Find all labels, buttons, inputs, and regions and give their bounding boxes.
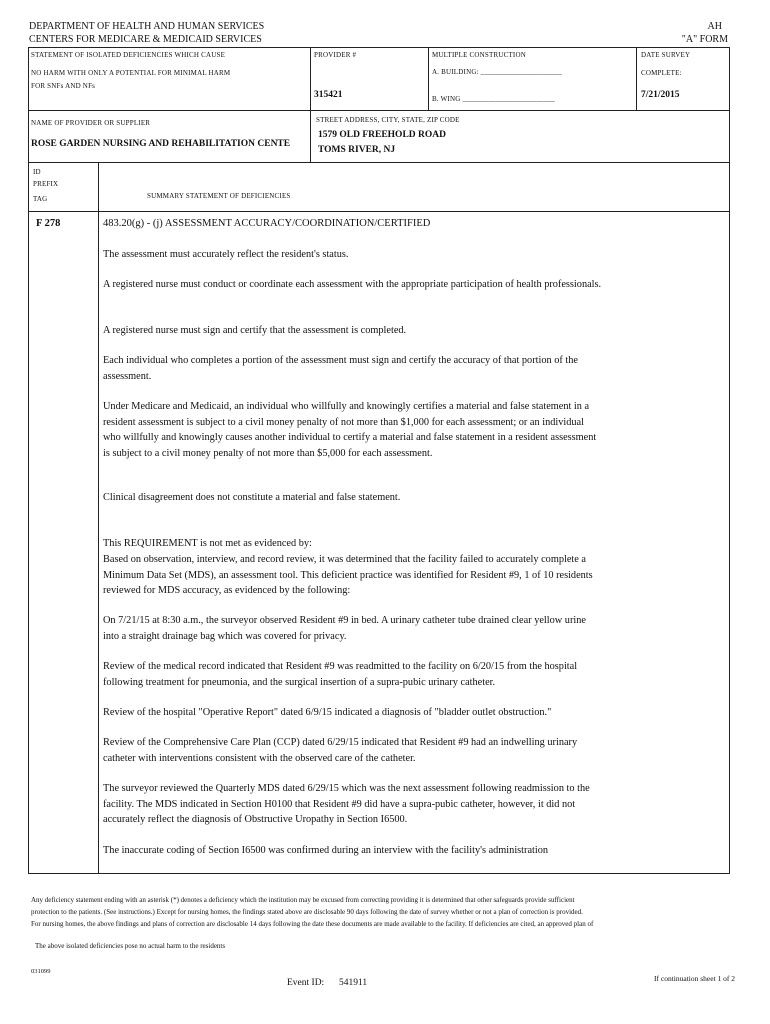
paragraph-13: The inaccurate coding of Section I6500 was confirmed during an interview with the facility's administration [103, 845, 549, 856]
provider-name-label: NAME OF PROVIDER OR SUPPLIER [31, 119, 151, 127]
deficiency-title: 483.20(g) - (j) ASSESSMENT ACCURACY/COORDINATION/CERTIFIED [103, 218, 431, 229]
id-label: ID [33, 168, 41, 176]
paragraph-7: Based on observation, interview, and record review, it was determined that the facility failed to accurately complete a Minimum Data Set (MDS), an assessment tool. This deficient practice was identified for Resident #9, 1 of 10 residents reviewed for MDS accuracy, as evidenced by the following: [103, 554, 593, 596]
street-address-label: STREET ADDRESS, CITY, STATE, ZIP CODE [316, 116, 460, 124]
summary-header-row [28, 162, 730, 212]
paragraph-10: Review of the hospital "Operative Report" dated 6/9/15 indicated a diagnosis of "bladder outlet obstruction." [103, 707, 552, 718]
form-label: "A" FORM [681, 34, 728, 45]
multiple-construction-label: MULTIPLE CONSTRUCTION [432, 51, 526, 59]
prefix-label: PREFIX [33, 180, 59, 188]
provider-name: ROSE GARDEN NURSING AND REHABILITATION CENTE [31, 139, 291, 149]
paragraph-9: Review of the medical record indicated that Resident #9 was readmitted to the facility on 6/20/15 from the hospital following treatment for pneumonia, and the surgical insertion of a supra-pubic urinary catheter. [103, 661, 578, 688]
paragraph-1: The assessment must accurately reflect the resident's status. [103, 249, 349, 260]
building-label: A. BUILDING: ______________________ [432, 68, 563, 76]
disclaimer-line-2: protection to the patients. (See instructions.) Except for nursing homes, the findings stated above are disclosable 90 days following the date of survey whether or not a plan of correction is provided. [31, 908, 583, 916]
disclaimer-line-3: For nursing homes, the above findings and plans of correction are disclosable 14 days following the date these documents are made available to the facility. If deficiencies are cited, an approved plan of [31, 920, 594, 928]
paragraph-4: Each individual who completes a portion of the assessment must sign and certify the accuracy of that portion of the assessment. [103, 355, 578, 382]
paragraph-2: A registered nurse must conduct or coordinate each assessment with the appropriate participation of health professionals. [103, 279, 602, 290]
ah-label: AH [707, 21, 722, 32]
for-snfs-label: FOR SNFs AND NFs [31, 82, 96, 90]
statement-label: STATEMENT OF ISOLATED DEFICIENCIES WHICH CAUSE [31, 51, 226, 59]
disclaimer-line-1: Any deficiency statement ending with an asterisk (*) denotes a deficiency which the institution may be excused from correcting providing it is determined that other safeguards provide sufficient [31, 896, 575, 904]
deficiency-tag: F 278 [36, 218, 61, 229]
isolated-deficiencies-note: The above isolated deficiencies pose no actual harm to the residents [35, 942, 226, 950]
paragraph-11: Review of the Comprehensive Care Plan (CCP) dated 6/29/15 indicated that Resident #9 had an indwelling urinary catheter with interventions consistent with the observed care of the catheter. [103, 737, 578, 764]
tag-label: TAG [33, 195, 48, 203]
continuation-sheet: If continuation sheet 1 of 2 [654, 974, 736, 983]
wing-label: B. WING _________________________ [432, 95, 555, 103]
form-code: 031099 [31, 968, 51, 975]
paragraph-7-header: This REQUIREMENT is not met as evidenced by: [103, 538, 312, 549]
centers-name: CENTERS FOR MEDICARE & MEDICAID SERVICES [29, 34, 262, 45]
survey-date: 7/21/2015 [641, 90, 680, 100]
paragraph-5: Under Medicare and Medicaid, an individual who willfully and knowingly certifies a material and false statement in a resident assessment is subject to a civil money penalty of not more than $1,000 for each assessment; or an individual who willfully and knowingly causes another individual to certify a material and false statement in a resident assessment is subject to a civil money penalty of not more than $5,000 for each assessment. [103, 401, 597, 459]
date-survey-label: DATE SURVEY [641, 51, 691, 59]
summary-statement-label: SUMMARY STATEMENT OF DEFICIENCIES [147, 192, 291, 200]
event-id-value: 541911 [339, 978, 368, 988]
department-name: DEPARTMENT OF HEALTH AND HUMAN SERVICES [29, 21, 265, 32]
provider-label: PROVIDER # [314, 51, 357, 59]
paragraph-6: Clinical disagreement does not constitute a material and false statement. [103, 492, 401, 503]
street-address: 1579 OLD FREEHOLD ROAD [318, 130, 446, 140]
paragraph-12: The surveyor reviewed the Quarterly MDS dated 6/29/15 which was the next assessment following readmission to the facility. The MDS indicated in Section H0100 that Resident #9 did have a supra-pubic catheter, however, it did not accurately reflect the diagnosis of Obstructive Uropathy in Section I6500. [103, 783, 590, 825]
complete-label: COMPLETE: [641, 69, 682, 77]
no-harm-label: NO HARM WITH ONLY A POTENTIAL FOR MINIMAL HARM [31, 69, 231, 77]
paragraph-3: A registered nurse must sign and certify that the assessment is completed. [103, 325, 407, 336]
provider-number: 315421 [314, 90, 343, 100]
city-state: TOMS RIVER, NJ [318, 145, 396, 155]
paragraph-8: On 7/21/15 at 8:30 a.m., the surveyor observed Resident #9 in bed. A urinary catheter tube drained clear yellow urine into a straight drainage bag which was covered for privacy. [103, 615, 586, 642]
event-id-label: Event ID: [287, 978, 325, 988]
